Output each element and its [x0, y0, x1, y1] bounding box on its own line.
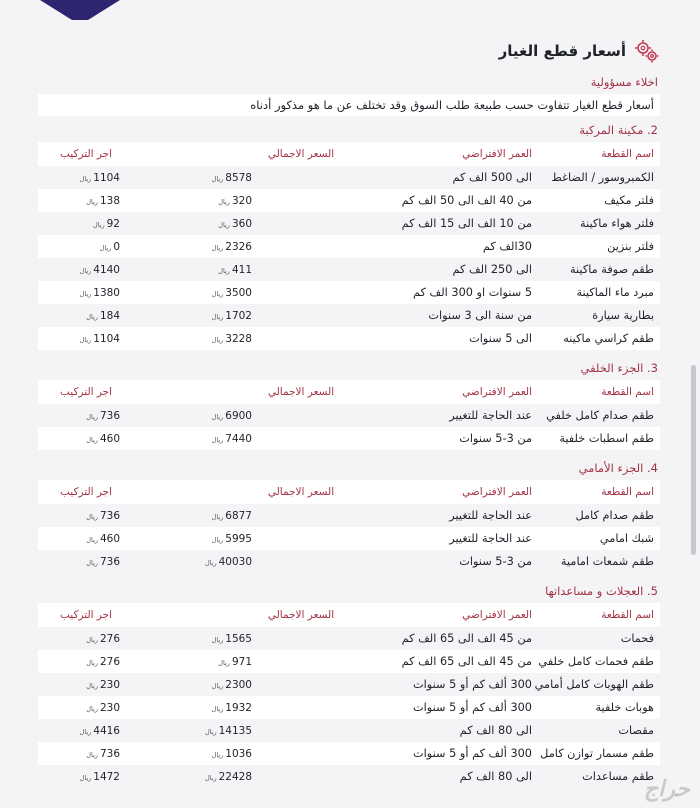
part-total-price [194, 433, 364, 445]
part-lifespan: الى 500 الف كم [452, 171, 532, 184]
price-value: 1104 [93, 332, 120, 345]
price-value: 360 [231, 217, 252, 230]
currency-label: ريال [211, 535, 224, 544]
price-value: 7440 [225, 432, 252, 445]
price-value: 6900 [225, 409, 252, 422]
price-value: 8578 [225, 171, 252, 184]
column-header-life: العمر الافتراضي [462, 609, 532, 621]
part-install-price [38, 333, 194, 345]
table-row [38, 550, 660, 573]
currency-label: ريال [86, 635, 98, 644]
gears-icon [634, 38, 660, 64]
currency-label: ريال [211, 750, 224, 759]
currency-label: ريال [211, 635, 224, 644]
parts-table [38, 380, 660, 450]
price-value: 3228 [225, 332, 252, 345]
price-value: 971 [231, 655, 252, 668]
part-name: طقم اسطبات خلفية [559, 432, 654, 445]
part-install-price [38, 241, 194, 253]
table-row [38, 327, 660, 350]
part-name: طقم شمعات امامية [560, 555, 654, 568]
price-value: 1932 [225, 701, 252, 714]
price-value: 230 [99, 678, 120, 691]
part-lifespan: 5 سنوات او 300 الف كم [413, 286, 532, 299]
currency-label: ريال [92, 220, 105, 229]
table-row [38, 281, 660, 304]
part-total-price [194, 333, 364, 345]
currency-label: ريال [211, 435, 224, 444]
column-header-total: السعر الاجمالي [267, 386, 335, 398]
currency-label: ريال [79, 174, 92, 183]
part-lifespan: عند الحاجة للتغيير [449, 532, 532, 545]
part-install-price [38, 410, 194, 422]
part-name: مبرد ماء الماكينة [576, 286, 654, 299]
price-value: 1565 [225, 632, 252, 645]
currency-label: ريال [218, 266, 230, 275]
price-value: 736 [99, 747, 120, 760]
currency-label: ريال [218, 220, 230, 229]
price-value: 40030 [218, 555, 252, 568]
part-total-price [194, 410, 364, 422]
part-install-price [38, 679, 194, 691]
disclaimer-text: أسعار قطع الغيار تتفاوت حسب طبيعة طلب السوق وقد تختلف عن ما هو مذكور أدناه [38, 94, 660, 116]
part-name: الكمبروسور / الضاغط [551, 171, 654, 184]
parts-table [38, 142, 660, 350]
part-lifespan: من 45 الف الى 65 الف كم [401, 632, 532, 645]
price-value: 14135 [218, 724, 252, 737]
part-lifespan: الى 80 الف كم [459, 770, 532, 783]
page-title: أسعار قطع الغيار [498, 42, 626, 60]
part-name: فلتر مكيف [604, 194, 654, 207]
currency-label: ريال [86, 658, 98, 667]
part-install-price [38, 310, 194, 322]
table-row [38, 427, 660, 450]
part-install-price [38, 195, 194, 207]
section-heading: 3. الجزء الخلفي [580, 361, 658, 375]
price-value: 460 [99, 432, 120, 445]
part-total-price [194, 556, 364, 568]
section-heading: 4. الجزء الأمامي [578, 461, 658, 475]
section-heading: 2. مكينة المركبة [579, 123, 658, 137]
part-lifespan: من 45 الف الى 65 الف كم [401, 655, 532, 668]
price-value: 184 [99, 309, 120, 322]
part-name: طقم صدام كامل [575, 509, 654, 522]
currency-label: ريال [211, 335, 224, 344]
table-row [38, 627, 660, 650]
part-name: طقم الهوبات كامل أمامي [534, 678, 654, 691]
price-value: 276 [99, 632, 120, 645]
part-total-price [194, 264, 364, 276]
price-value: 0 [113, 240, 120, 253]
table-row [38, 258, 660, 281]
column-header-life: العمر الافتراضي [462, 386, 532, 398]
currency-label: ريال [86, 197, 98, 206]
table-row [38, 742, 660, 765]
currency-label: ريال [86, 535, 98, 544]
part-install-price [38, 656, 194, 668]
table-row [38, 527, 660, 550]
page-header [499, 34, 660, 68]
table-row [38, 765, 660, 788]
part-total-price [194, 771, 364, 783]
part-install-price [38, 172, 194, 184]
currency-label: ريال [86, 558, 98, 567]
currency-label: ريال [211, 174, 224, 183]
watermark: حراج [643, 777, 690, 802]
part-name: طقم فحمات كامل خلفي [538, 655, 654, 668]
part-lifespan: الى 80 الف كم [459, 724, 532, 737]
price-value: 276 [99, 655, 120, 668]
part-lifespan: 300 ألف كم أو 5 سنوات [413, 701, 532, 714]
part-name: طقم مساعدات [582, 770, 654, 783]
currency-label: ريال [204, 558, 217, 567]
price-value: 320 [231, 194, 252, 207]
column-header-install: اجر التركيب [60, 609, 113, 621]
currency-label: ريال [86, 512, 98, 521]
column-header-install: اجر التركيب [60, 148, 113, 160]
section-spacer [38, 788, 660, 794]
part-total-price [194, 310, 364, 322]
part-name: طقم صوفة ماكينة [569, 263, 654, 276]
table-row [38, 673, 660, 696]
part-total-price [194, 195, 364, 207]
part-lifespan: 300 ألف كم أو 5 سنوات [413, 678, 532, 691]
part-name: شبك امامي [599, 532, 654, 545]
column-header-install: اجر التركيب [60, 486, 113, 498]
part-lifespan: 30الف كم [482, 240, 532, 253]
table-row [38, 189, 660, 212]
currency-label: ريال [211, 512, 224, 521]
currency-label: ريال [86, 681, 98, 690]
part-name: طقم مسمار توازن كامل [540, 747, 654, 760]
column-header-life: العمر الافتراضي [462, 148, 532, 160]
part-install-price [38, 433, 194, 445]
parts-table [38, 480, 660, 573]
part-total-price [194, 287, 364, 299]
currency-label: ريال [79, 289, 92, 298]
price-value: 230 [99, 701, 120, 714]
table-row [38, 696, 660, 719]
part-name: فلتر بنزين [607, 240, 654, 253]
column-header-name: اسم القطعة [601, 148, 654, 160]
currency-label: ريال [79, 335, 92, 344]
currency-label: ريال [218, 658, 230, 667]
currency-label: ريال [211, 243, 224, 252]
part-name: فلتر هواء ماكينة [580, 217, 654, 230]
column-header-name: اسم القطعة [601, 386, 654, 398]
price-value: 1702 [225, 309, 252, 322]
table-row [38, 212, 660, 235]
currency-label: ريال [211, 704, 224, 713]
part-total-price [194, 656, 364, 668]
currency-label: ريال [86, 435, 98, 444]
part-lifespan: من 40 الف الى 50 الف كم [401, 194, 532, 207]
table-row [38, 235, 660, 258]
column-header-total: السعر الاجمالي [267, 486, 335, 498]
disclaimer-heading: اخلاء مسؤولية [590, 75, 658, 89]
part-total-price [194, 748, 364, 760]
currency-label: ريال [211, 681, 224, 690]
part-total-price [194, 725, 364, 737]
column-header-name: اسم القطعة [601, 609, 654, 621]
part-lifespan: عند الحاجة للتغيير [449, 409, 532, 422]
currency-label: ريال [79, 773, 92, 782]
table-row [38, 304, 660, 327]
currency-label: ريال [211, 312, 224, 321]
part-lifespan: 300 ألف كم أو 5 سنوات [413, 747, 532, 760]
price-value: 92 [106, 217, 120, 230]
currency-label: ريال [204, 727, 217, 736]
part-total-price [194, 702, 364, 714]
price-value: 2326 [225, 240, 252, 253]
table-row [38, 650, 660, 673]
currency-label: ريال [218, 197, 230, 206]
header-decoration [40, 0, 120, 20]
part-total-price [194, 633, 364, 645]
sections-container [38, 118, 660, 794]
table-header-row [38, 603, 660, 627]
part-install-price [38, 633, 194, 645]
part-total-price [194, 241, 364, 253]
currency-label: ريال [79, 266, 92, 275]
part-name: هوبات خلفية [595, 701, 654, 714]
part-install-price [38, 702, 194, 714]
part-install-price [38, 287, 194, 299]
column-header-total: السعر الاجمالي [267, 148, 335, 160]
part-name: فحمات [620, 632, 654, 645]
price-value: 1472 [93, 770, 120, 783]
price-value: 3500 [225, 286, 252, 299]
scrollbar[interactable] [691, 365, 696, 555]
column-header-name: اسم القطعة [601, 486, 654, 498]
part-total-price [194, 218, 364, 230]
column-header-total: السعر الاجمالي [267, 609, 335, 621]
table-row [38, 166, 660, 189]
currency-label: ريال [86, 750, 98, 759]
part-lifespan: من 3-5 سنوات [459, 432, 532, 445]
currency-label: ريال [204, 773, 217, 782]
currency-label: ريال [99, 243, 112, 252]
part-lifespan: من 3-5 سنوات [459, 555, 532, 568]
part-total-price [194, 172, 364, 184]
part-install-price [38, 218, 194, 230]
part-lifespan: الى 5 سنوات [469, 332, 532, 345]
part-name: طقم كراسي ماكينه [563, 332, 654, 345]
price-value: 2300 [225, 678, 252, 691]
currency-label: ريال [79, 727, 92, 736]
price-value: 4140 [93, 263, 120, 276]
table-header-row [38, 142, 660, 166]
part-name: طقم صدام كامل خلفي [546, 409, 654, 422]
part-install-price [38, 556, 194, 568]
part-total-price [194, 510, 364, 522]
price-value: 5995 [225, 532, 252, 545]
price-value: 138 [99, 194, 120, 207]
parts-table [38, 603, 660, 788]
part-name: بطارية سيارة [592, 309, 654, 322]
currency-label: ريال [211, 412, 224, 421]
part-install-price [38, 725, 194, 737]
part-lifespan: من 10 الف الى 15 الف كم [401, 217, 532, 230]
table-row [38, 504, 660, 527]
part-install-price [38, 533, 194, 545]
price-value: 1380 [93, 286, 120, 299]
part-install-price [38, 264, 194, 276]
part-lifespan: من سنة الى 3 سنوات [428, 309, 532, 322]
price-value: 736 [99, 409, 120, 422]
price-value: 460 [99, 532, 120, 545]
column-header-install: اجر التركيب [60, 386, 113, 398]
part-lifespan: عند الحاجة للتغيير [449, 509, 532, 522]
section-heading: 5. العجلات و مساعداتها [545, 584, 658, 598]
currency-label: ريال [86, 312, 98, 321]
table-header-row [38, 480, 660, 504]
table-row [38, 404, 660, 427]
currency-label: ريال [211, 289, 224, 298]
price-content [38, 70, 660, 794]
currency-label: ريال [86, 704, 98, 713]
part-install-price [38, 748, 194, 760]
part-total-price [194, 533, 364, 545]
price-value: 4416 [93, 724, 120, 737]
price-value: 6877 [225, 509, 252, 522]
table-header-row [38, 380, 660, 404]
part-total-price [194, 679, 364, 691]
part-install-price [38, 510, 194, 522]
price-value: 1104 [93, 171, 120, 184]
price-value: 22428 [218, 770, 252, 783]
column-header-life: العمر الافتراضي [462, 486, 532, 498]
table-row [38, 719, 660, 742]
price-value: 411 [231, 263, 252, 276]
part-lifespan: الى 250 الف كم [452, 263, 532, 276]
price-value: 736 [99, 555, 120, 568]
part-install-price [38, 771, 194, 783]
price-value: 736 [99, 509, 120, 522]
part-name: مقصات [618, 724, 654, 737]
price-value: 1036 [225, 747, 252, 760]
currency-label: ريال [86, 412, 98, 421]
